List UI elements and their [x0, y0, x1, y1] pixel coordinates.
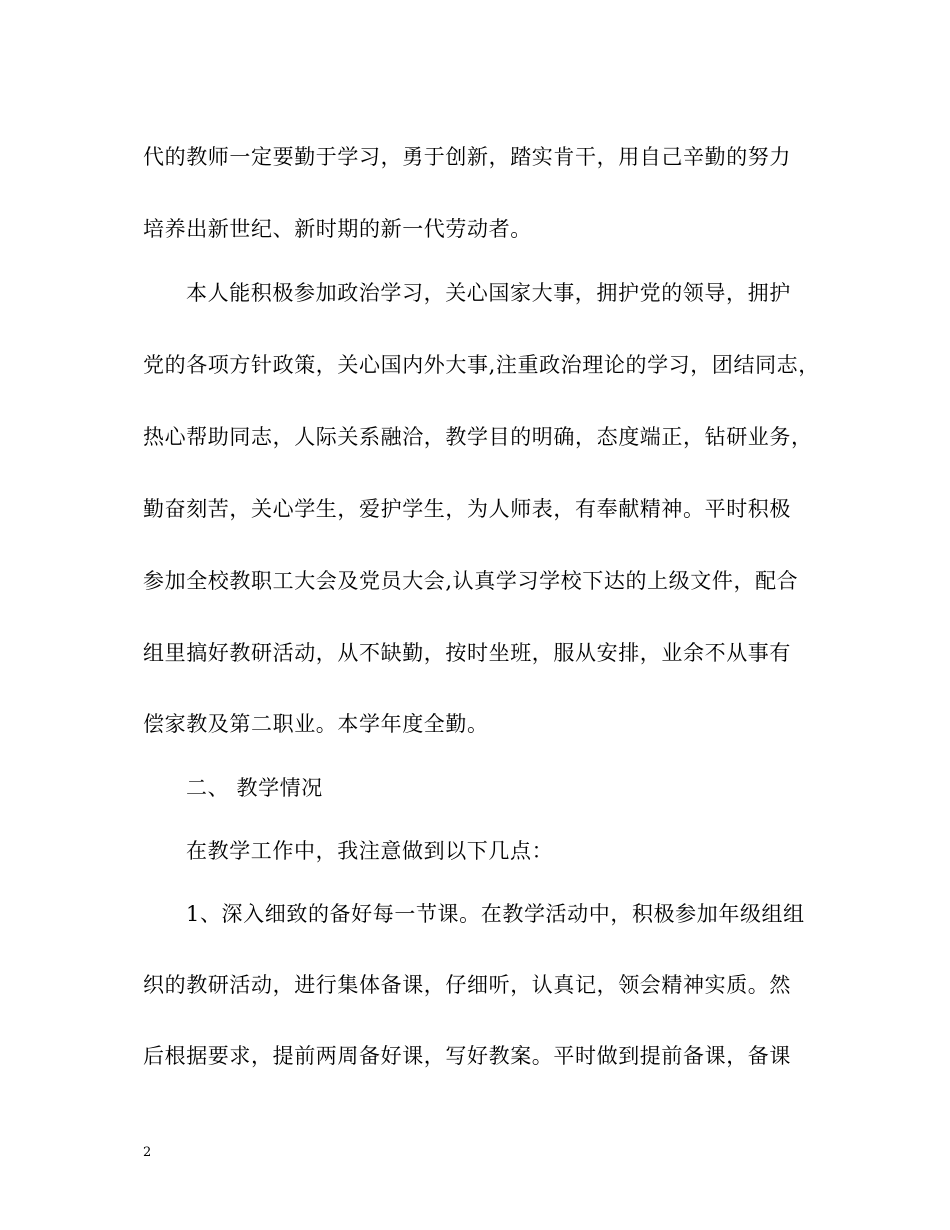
text-line: 在教学工作中，我注意做到以下几点： — [186, 839, 554, 863]
text-line: 参加全校教职工大会及党员大会,认真学习学校下达的上级文件，配合 — [143, 569, 799, 593]
text-line: 热心帮助同志，人际关系融洽，教学目的明确，态度端正，钻研业务， — [143, 425, 813, 449]
text-line: 党的各项方针政策，关心国内外大事,注重政治理论的学习，团结同志， — [143, 353, 820, 377]
text-line: 本人能积极参加政治学习，关心国家大事，拥护党的领导，拥护 — [186, 281, 791, 305]
page-number: 2 — [143, 1145, 152, 1160]
text-line: 代的教师一定要勤于学习，勇于创新，踏实肯干，用自己辛勤的努力 — [143, 145, 791, 169]
text-line: 1、深入细致的备好每一节课。在教学活动中，积极参加年级组组 — [186, 902, 805, 926]
section-heading: 二、 教学情况 — [186, 776, 323, 800]
text-line: 织的教研活动，进行集体备课，仔细听，认真记，领会精神实质。然 — [143, 973, 791, 997]
text-line: 勤奋刻苦，关心学生，爱护学生，为人师表，有奉献精神。平时积极 — [143, 497, 791, 521]
text-line: 后根据要求，提前两周备好课，写好教案。平时做到提前备课，备课 — [143, 1044, 791, 1068]
text-line: 组里搞好教研活动，从不缺勤，按时坐班，服从安排，业余不从事有 — [143, 641, 791, 665]
text-line: 培养出新世纪、新时期的新一代劳动者。 — [143, 217, 532, 241]
text-line: 偿家教及第二职业。本学年度全勤。 — [143, 712, 489, 736]
